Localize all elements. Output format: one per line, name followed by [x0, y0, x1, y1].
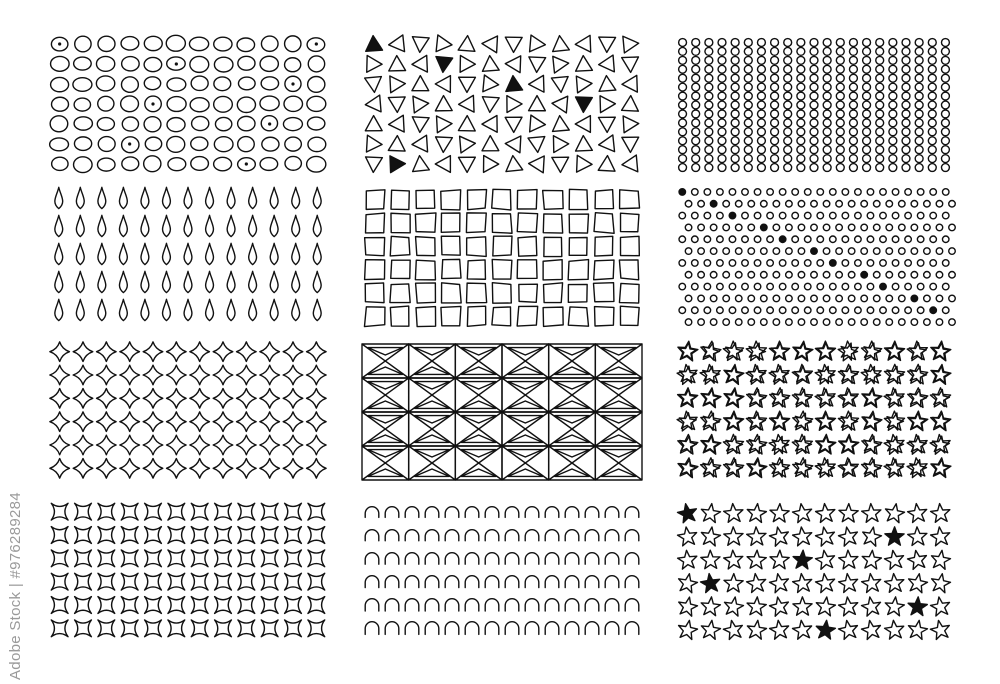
arches-panel: [365, 507, 639, 635]
stock-watermark: [4, 440, 26, 680]
stars-outline-panel: [678, 504, 951, 640]
small-circles-grid-panel: [679, 39, 950, 172]
drops-panel: [55, 187, 321, 320]
x-crosses-panel: [51, 503, 324, 636]
diagonal-circles-panel: [679, 189, 955, 326]
plus-crosses-panel: [50, 342, 326, 478]
watermark-text: Adobe Stock | #976289284: [7, 492, 24, 680]
squares-panel: [364, 189, 639, 326]
triangles-mixed-panel: [365, 35, 640, 173]
stars-scribble-panel: [677, 341, 951, 478]
triangle-tiles-panel: [362, 344, 642, 480]
circles-dotted-panel: [50, 35, 326, 172]
